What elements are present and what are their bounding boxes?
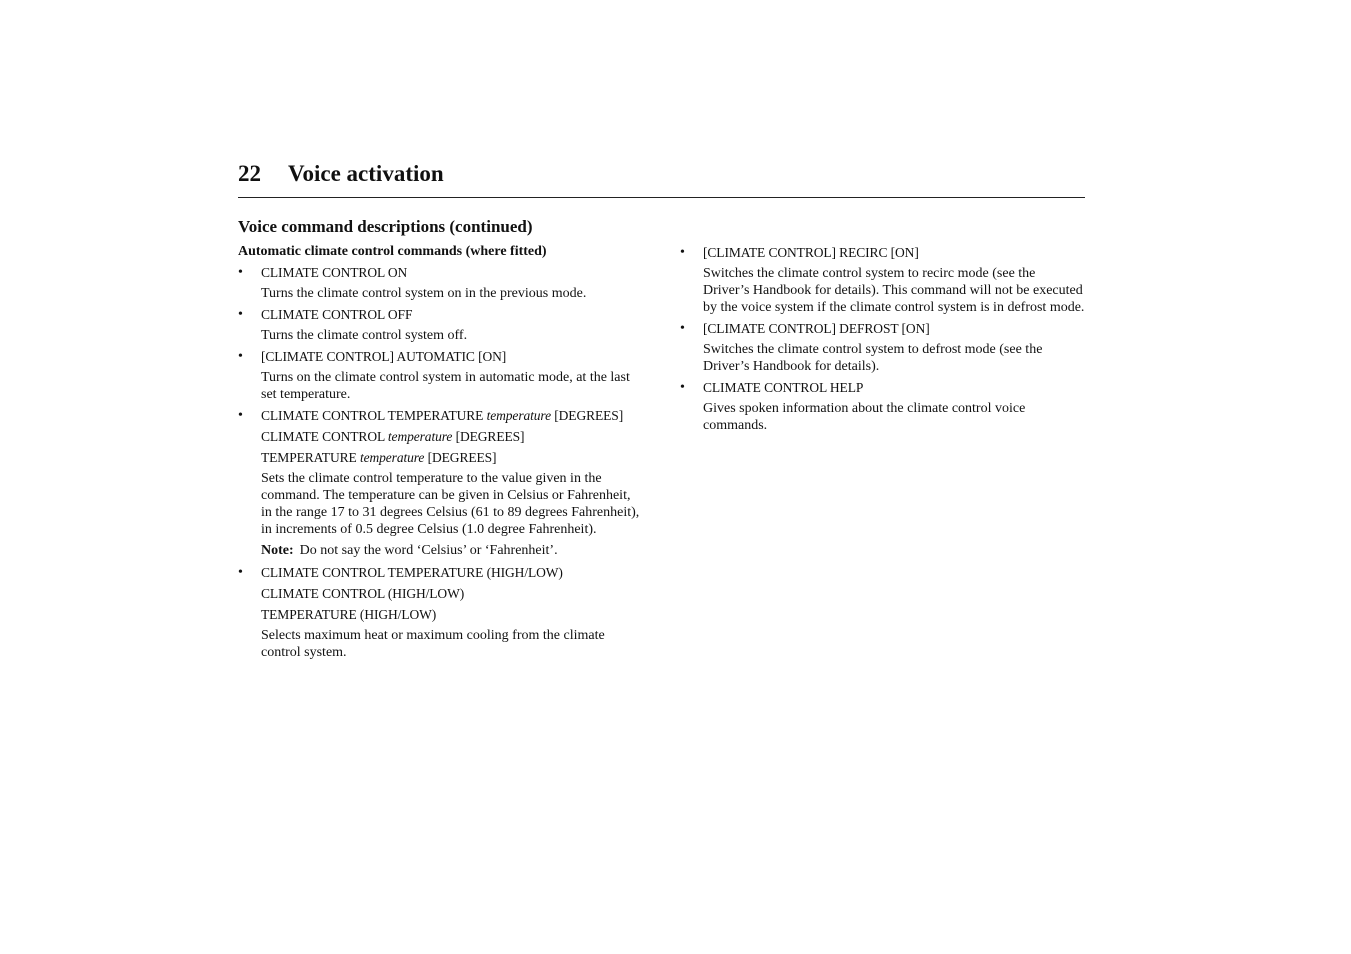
voice-command: TEMPERATURE (HIGH/LOW) <box>261 607 437 622</box>
voice-command: CLIMATE CONTROL OFF <box>261 307 413 322</box>
bullet: • <box>238 349 243 364</box>
subsection-title: Automatic climate control commands (where fitted) <box>238 244 547 259</box>
voice-command: [CLIMATE CONTROL] DEFROST [ON] <box>703 321 930 336</box>
command-description: Gives spoken information about the climate control voice commands. <box>703 401 1026 433</box>
bullet: • <box>680 321 685 336</box>
command-description: Turns the climate control system off. <box>261 328 468 343</box>
command-description: Turns the climate control system on in the previous mode. <box>261 286 587 301</box>
command-text: [DEGREES] <box>455 429 525 444</box>
command-text: TEMPERATURE <box>261 450 357 465</box>
bullet: • <box>238 265 243 280</box>
command-parameter: temperature <box>359 450 425 465</box>
list-item <box>680 320 1085 375</box>
command-description: Selects maximum heat or maximum cooling from the climate control system. <box>261 628 605 660</box>
left-column <box>238 216 643 665</box>
command-parameter: temperature <box>486 408 551 423</box>
command-text: [DEGREES] <box>554 408 624 423</box>
bullet: • <box>238 565 243 580</box>
command-description: Switches the climate control system to defrost mode (see the Driver’s Handbook for details). <box>703 342 1043 374</box>
list-item <box>680 244 1085 316</box>
command-text: [DEGREES] <box>427 450 497 465</box>
command-parameter: temperature <box>387 429 453 444</box>
voice-command <box>261 407 643 424</box>
voice-command: CLIMATE CONTROL TEMPERATURE (HIGH/LOW) <box>261 565 563 580</box>
note-label: Note: <box>261 543 294 558</box>
bullet: • <box>680 245 685 260</box>
voice-command <box>261 428 643 445</box>
list-item <box>238 407 643 559</box>
voice-command: [CLIMATE CONTROL] AUTOMATIC [ON] <box>261 349 507 364</box>
command-description: Switches the climate control system to recirc mode (see the Driver’s Handbook for details). This command will not be executed by the voice system if the climate control system is in defrost mode. <box>703 266 1085 315</box>
list-item <box>680 379 1085 434</box>
voice-command: CLIMATE CONTROL (HIGH/LOW) <box>261 586 465 601</box>
command-description: Sets the climate control temperature to the value given in the command. The temperature can be given in Celsius or Fahrenheit, in the range 17 to 31 degrees Celsius (61 to 89 degrees Fahrenheit), in increments of 0.5 degree Celsius (1.0 degree Fahrenheit). <box>261 471 640 537</box>
command-description: Turns on the climate control system in automatic mode, at the last set temperature. <box>261 370 630 402</box>
command-text: CLIMATE CONTROL TEMPERATURE <box>261 408 484 423</box>
note <box>261 542 643 559</box>
list-item <box>238 306 643 344</box>
bullet: • <box>238 408 243 423</box>
voice-command: CLIMATE CONTROL HELP <box>703 380 864 395</box>
page-number: 22 <box>238 161 261 186</box>
voice-command: [CLIMATE CONTROL] RECIRC [ON] <box>703 245 919 260</box>
right-column <box>680 244 1085 438</box>
bullet: • <box>238 307 243 322</box>
list-item <box>238 348 643 403</box>
list-item <box>238 564 643 661</box>
list-item <box>238 264 643 302</box>
section-title: Voice command descriptions (continued) <box>238 217 533 236</box>
page-title: Voice activation <box>288 161 444 186</box>
voice-command <box>261 449 643 466</box>
bullet: • <box>680 380 685 395</box>
command-text: CLIMATE CONTROL <box>261 429 385 444</box>
voice-command: CLIMATE CONTROL ON <box>261 265 408 280</box>
note-text: Do not say the word ‘Celsius’ or ‘Fahrenheit’. <box>299 543 558 558</box>
page-header <box>238 158 1085 198</box>
